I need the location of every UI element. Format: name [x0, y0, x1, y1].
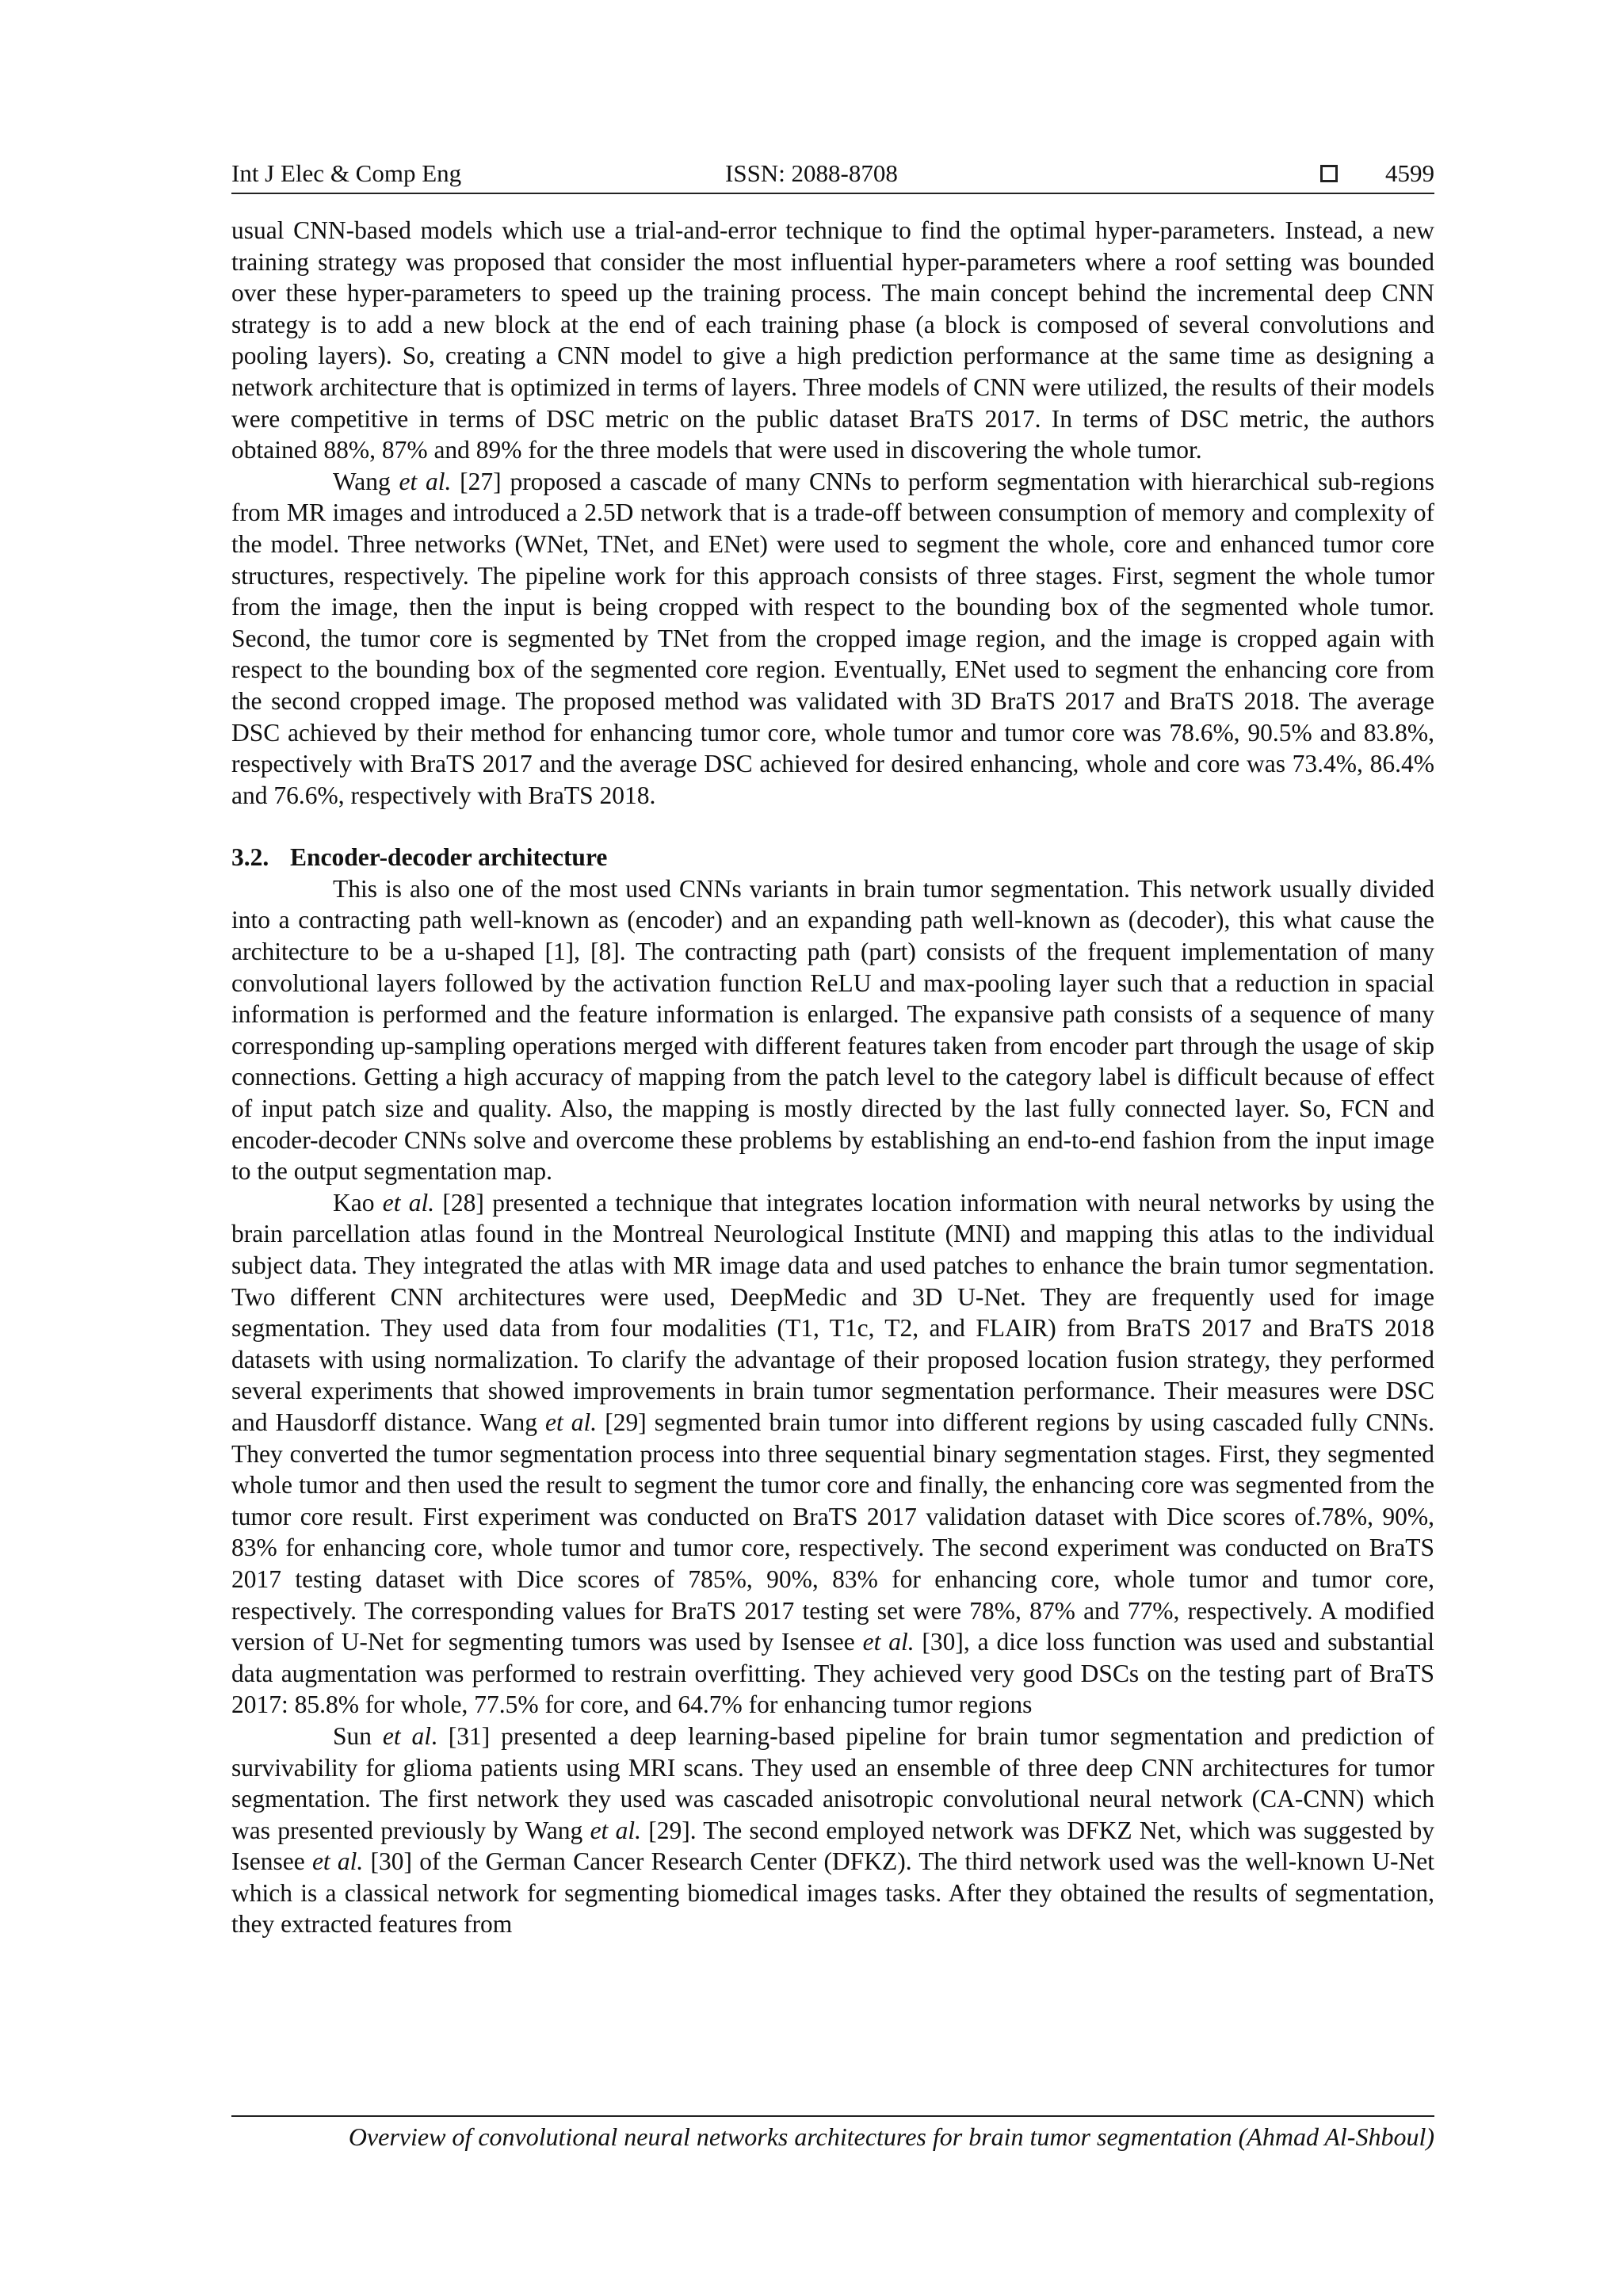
body-text [231, 215, 1434, 1940]
italic-run: et al. [862, 1628, 915, 1656]
page-number-block [1320, 155, 1434, 193]
section-heading [231, 842, 1434, 873]
text-run: [29]. The second employed network was DFKZ Net, which was suggested by Isensee [231, 1816, 1434, 1876]
issn: ISSN: 2088-8708 [725, 159, 898, 187]
text-run: Wang [333, 467, 399, 495]
italic-run: et al. [590, 1816, 641, 1844]
page-number: 4599 [1385, 159, 1434, 187]
text-run: Sun [333, 1721, 383, 1750]
paragraph-group-1 [231, 215, 1434, 811]
section-title: Encoder-decoder architecture [290, 843, 608, 872]
text-run: [28] presented a technique that integrates location information with neural networks by using the brain parcellation atlas found in the Montreal Neurological Institute (MNI) and mapping this atlas to the individual subject data. They integrated the atlas with MR image data and used patches to enhance the brain tumor segmentation. Two different CNN architectures were used, DeepMedic and 3D U-Net. They are frequently used for image segmentation. They used data from four modalities (T1, T1c, T2, and FLAIR) from BraTS 2017 and BraTS 2018 datasets with using normalization. To clarify the advantage of their proposed location fusion strategy, they performed several experiments that showed improvements in brain tumor segmentation performance. Their measures were DSC and Hausdorff distance. Wang [231, 1188, 1434, 1436]
text-run: [30], a dice loss function was used and substantial data augmentation was performed to restrain overfitting. They achieved very good DSCs on the testing part of BraTS 2017: 85.8% for whole, 77.5% for core, and 64.7% for enhancing tumor regions [231, 1628, 1434, 1719]
paragraph [231, 466, 1434, 812]
text-run: This is also one of the most used CNNs variants in brain tumor segmentation. This network usually divided into a contracting path well-known as (encoder) and an expanding path well-known as (decoder), this what cause the architecture to be a u-shaped [1], [8]. The contracting path (part) consists of the frequent implementation of many convolutional layers followed by the activation function ReLU and max-pooling layer such that a reduction in spacial information is performed and the feature information is enlarged. The expansive path consists of a sequence of many corresponding up-sampling operations merged with different features taken from encoder part through the usage of skip connections. Getting a high accuracy of mapping from the patch level to the category label is difficult because of effect of input patch size and quality. Also, the mapping is mostly directed by the last fully connected layer. So, FCN and encoder-decoder CNNs solve and overcome these problems by establishing an end-to-end fashion from the input image to the output segmentation map. [231, 874, 1434, 1186]
journal-name: Int J Elec & Comp Eng [231, 159, 462, 187]
paper-page [231, 155, 1434, 2215]
paragraph [231, 1721, 1434, 1940]
text-run: [27] proposed a cascade of many CNNs to perform segmentation with hierarchical sub-regions from MR images and introduced a 2.5D network that is a trade-off between consumption of memory and complexity of the model. Three networks (WNet, TNet, and ENet) were used to segment the whole, core and enhanced tumor core structures, respectively. The pipeline work for this approach consists of three stages. First, segment the whole tumor from the image, then the input is being cropped with respect to the bounding box of the segmented whole tumor. Second, the tumor core is segmented by TNet from the cropped image region, and the image is cropped again with respect to the bounding box of the segmented core region. Eventually, ENet used to segment the enhancing core from the second cropped image. The proposed method was validated with 3D BraTS 2017 and BraTS 2018. The average DSC achieved by their method for enhancing tumor core, whole tumor and tumor core was 78.6%, 90.5% and 83.8%, respectively with BraTS 2017 and the average DSC achieved for desired enhancing, whole and core was 73.4%, 86.4% and 76.6%, respectively with BraTS 2018. [231, 467, 1434, 809]
running-header [231, 155, 1434, 194]
section-number: 3.2. [231, 843, 269, 872]
footer-title: Overview of convolutional neural networks architectures for brain tumor segmentation (Ahmad Al-Shboul) [348, 2122, 1434, 2151]
paragraph [231, 215, 1434, 466]
text-run: usual CNN-based models which use a trial-and-error technique to find the optimal hyper-parameters. Instead, a new training strategy was proposed that consider the most influential hyper-parameters where a roof setting was bounded over these hyper-parameters to speed up the training process. The main concept behind the incremental deep CNN strategy is to add a new block at the end of each training phase (a block is composed of several convolutions and pooling layers). So, creating a CNN model to give a high prediction performance at the same time as designing a network architecture that is optimized in terms of layers. Three models of CNN were utilized, the results of their models were competitive in terms of DSC metric on the public dataset BraTS 2017. In terms of DSC metric, the authors obtained 88%, 87% and 89% for the three models that were used in discovering the whole tumor. [231, 216, 1434, 464]
paragraph-group-2 [231, 873, 1434, 1940]
paragraph [231, 1187, 1434, 1721]
italic-run: et al. [382, 1188, 435, 1217]
text-run: . [31] presented a deep learning-based pipeline for brain tumor segmentation and prediction of survivability for glioma patients using MRI scans. They used an ensemble of three deep CNN architectures for tumor segmentation. The first network they used was cascaded anisotropic convolutional neural network (CA-CNN) which was presented previously by Wang [231, 1721, 1434, 1844]
text-run: Kao [333, 1188, 383, 1217]
italic-run: et al [382, 1721, 432, 1750]
italic-run: et al. [311, 1847, 364, 1876]
running-footer [231, 2115, 1434, 2153]
paragraph [231, 873, 1434, 1187]
italic-run: et al. [399, 467, 452, 495]
text-run: [30] of the German Cancer Research Center (DFKZ). The third network used was the well-known U-Net which is a classical network for segmenting biomedical images tasks. After they obtained the results of segmentation, they extracted features from [231, 1847, 1434, 1939]
checkbox-icon [1320, 165, 1338, 182]
italic-run: et al. [545, 1408, 598, 1436]
text-run: [29] segmented brain tumor into different regions by using cascaded fully CNNs. They converted the tumor segmentation process into three sequential binary segmentation stages. First, they segmented whole tumor and then used the result to segment the tumor core and finally, the enhancing core was segmented from the tumor core result. First experiment was conducted on BraTS 2017 validation dataset with Dice scores of.78%, 90%, 83% for enhancing core, whole tumor and tumor core, respectively. The second experiment was conducted on BraTS 2017 testing dataset with Dice scores of 785%, 90%, 83% for enhancing core, whole tumor and tumor core, respectively. The corresponding values for BraTS 2017 testing set were 78%, 87% and 77%, respectively. A modified version of U-Net for segmenting tumors was used by Isensee [231, 1408, 1434, 1656]
